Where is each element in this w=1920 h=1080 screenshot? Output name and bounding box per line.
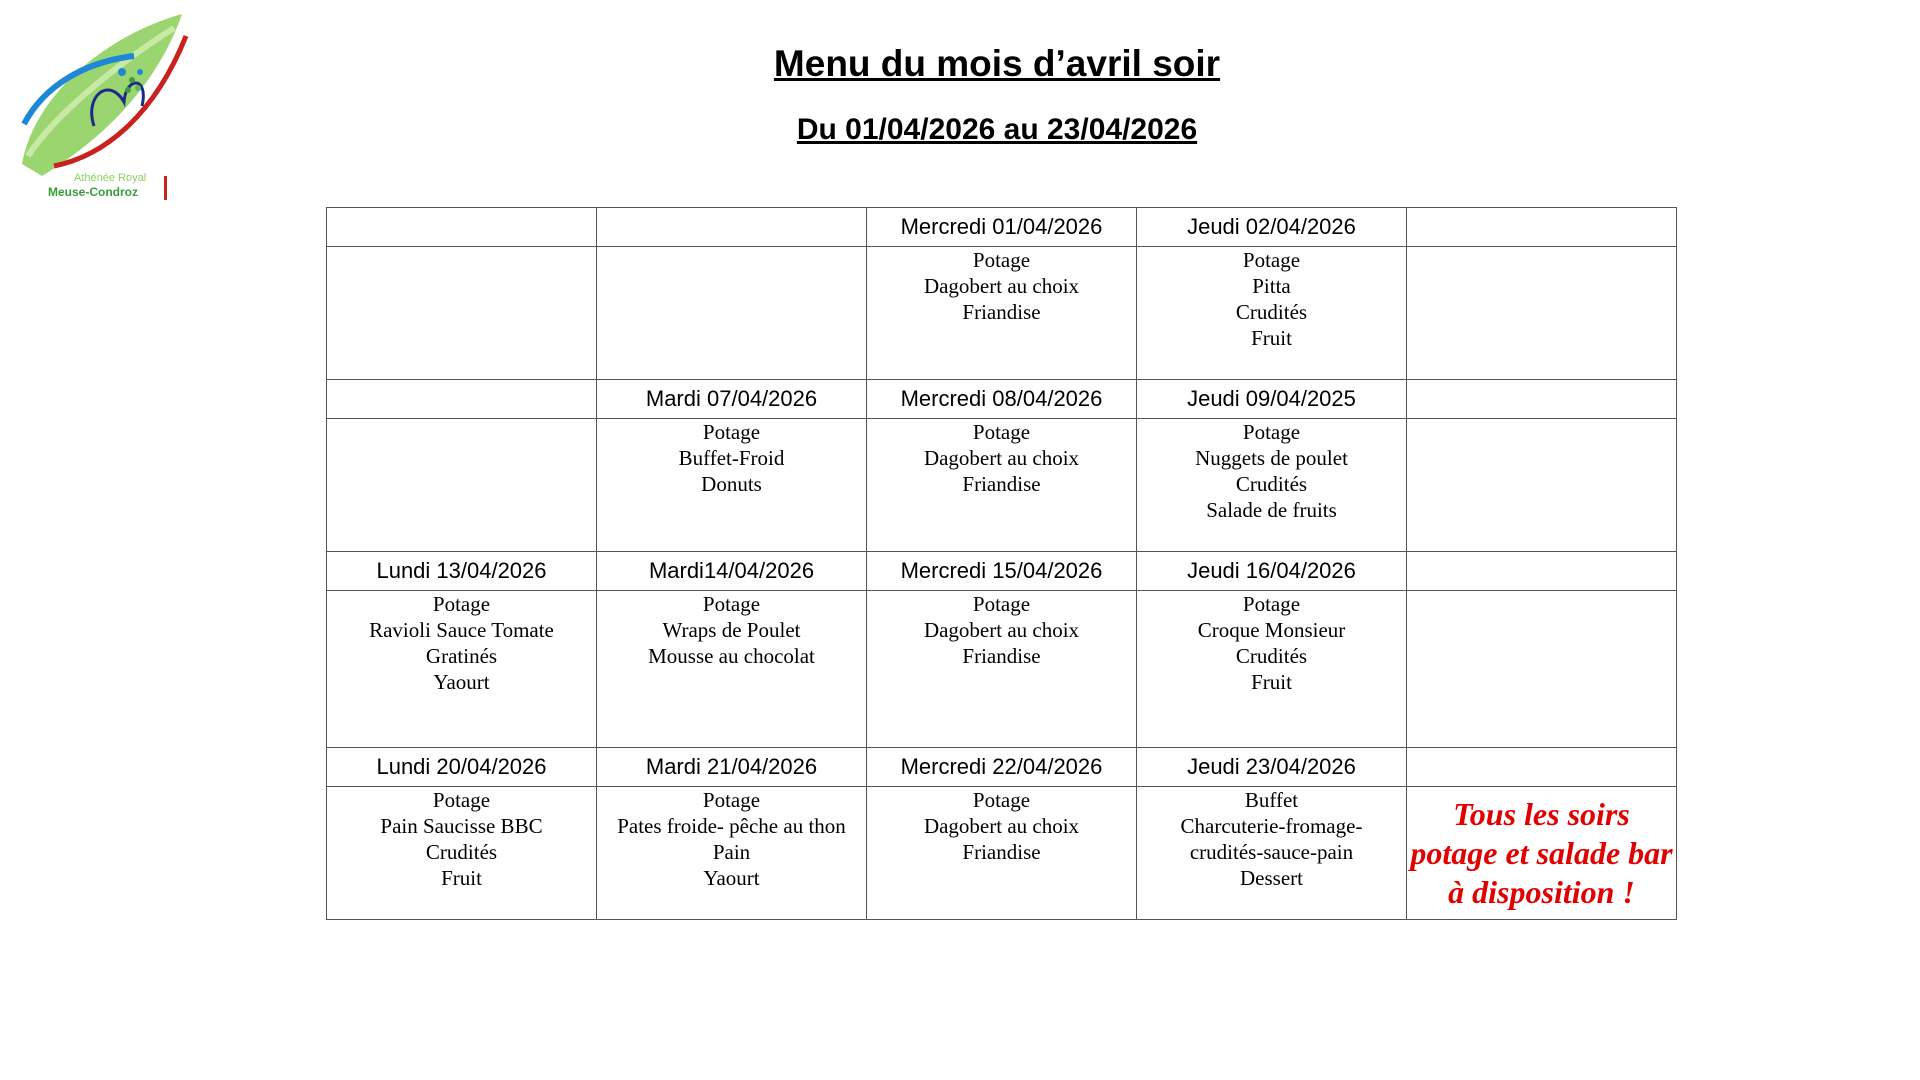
meal-item: Buffet	[1244, 788, 1299, 812]
week-2-meal-row	[327, 419, 1677, 552]
day-cell	[1407, 552, 1677, 591]
meal-cell	[327, 591, 597, 748]
meal-item: Potage	[432, 592, 491, 616]
meal-cell	[867, 787, 1137, 920]
meal-cell	[327, 787, 597, 920]
meal-item: Potage	[972, 248, 1031, 272]
meal-cell	[597, 787, 867, 920]
meal-item: Dagobert au choix	[923, 274, 1080, 298]
day-cell: Jeudi 23/04/2026	[1137, 748, 1407, 787]
week-1-meal-row	[327, 247, 1677, 380]
meal-cell	[1407, 591, 1677, 748]
meal-item: Pitta	[1252, 274, 1291, 298]
meal-item: Croque Monsieur	[1197, 618, 1346, 642]
meal-item: Potage	[1242, 592, 1301, 616]
day-cell	[597, 208, 867, 247]
meal-item: Donuts	[701, 472, 762, 496]
meal-item: Mousse au chocolat	[648, 644, 815, 668]
meal-item: Fruit	[441, 866, 482, 890]
meal-item: Friandise	[962, 300, 1041, 324]
meal-item: Ravioli Sauce Tomate	[369, 618, 554, 642]
meal-item: Dagobert au choix	[923, 446, 1080, 470]
meal-item: Wraps de Poulet	[662, 618, 801, 642]
day-cell: Jeudi 16/04/2026	[1137, 552, 1407, 591]
meal-item: Potage	[972, 592, 1031, 616]
meal-item: Nuggets de poulet	[1195, 446, 1348, 470]
meal-item: Dagobert au choix	[923, 618, 1080, 642]
day-cell: Mercredi 08/04/2026	[867, 380, 1137, 419]
week-1-day-row	[327, 208, 1677, 247]
meal-item: Potage	[1242, 420, 1301, 444]
day-cell	[1407, 380, 1677, 419]
meal-item: Salade de fruits	[1206, 498, 1337, 522]
day-cell: Mercredi 22/04/2026	[867, 748, 1137, 787]
meal-item: Dagobert au choix	[923, 814, 1080, 838]
meal-cell	[1137, 247, 1407, 380]
meal-cell	[597, 419, 867, 552]
meal-item: Pain	[712, 840, 751, 864]
meal-cell	[867, 247, 1137, 380]
meal-item: Potage	[972, 420, 1031, 444]
note-line: Tous les soirs	[1453, 795, 1630, 832]
meal-item: Dessert	[1240, 866, 1303, 890]
meal-item: Crudités	[1235, 472, 1308, 496]
meal-item: Fruit	[1251, 670, 1292, 694]
day-cell	[327, 208, 597, 247]
page-subtitle: Du 01/04/2026 au 23/04/2026	[796, 113, 1198, 146]
day-cell: Mardi 07/04/2026	[597, 380, 867, 419]
week-2-day-row	[327, 380, 1677, 419]
meal-item: Fruit	[1251, 326, 1292, 350]
day-cell	[1407, 748, 1677, 787]
meal-item: Buffet-Froid	[678, 446, 785, 470]
week-3-meal-row	[327, 591, 1677, 748]
meal-item: Yaourt	[433, 670, 490, 694]
meal-cell	[597, 247, 867, 380]
day-cell	[1407, 208, 1677, 247]
day-cell: Mercredi 01/04/2026	[867, 208, 1137, 247]
day-cell: Mercredi 15/04/2026	[867, 552, 1137, 591]
logo-brand-bottom: Meuse-Condroz	[48, 185, 138, 199]
page-title: Menu du mois d’avril soir	[773, 43, 1221, 84]
day-cell: Jeudi 02/04/2026	[1137, 208, 1407, 247]
day-cell: Jeudi 09/04/2025	[1137, 380, 1407, 419]
meal-item: Potage	[702, 420, 761, 444]
meal-item: Friandise	[962, 644, 1041, 668]
note-line: bar à	[1448, 834, 1673, 910]
week-4-day-row	[327, 748, 1677, 787]
meal-item: crudités-sauce-pain	[1189, 840, 1354, 864]
day-cell	[327, 380, 597, 419]
day-cell: Mardi 21/04/2026	[597, 748, 867, 787]
meal-item: Friandise	[962, 472, 1041, 496]
meal-item: Potage	[702, 592, 761, 616]
meal-item: Crudités	[1235, 300, 1308, 324]
meal-item: Charcuterie-fromage-	[1180, 814, 1363, 838]
meal-cell	[597, 591, 867, 748]
meal-item: Pates froide- pêche au thon	[617, 814, 846, 838]
note-line: potage et salade	[1410, 834, 1621, 871]
meal-cell	[1137, 419, 1407, 552]
meal-item: Potage	[432, 788, 491, 812]
meal-item: Crudités	[425, 840, 498, 864]
salad-bar-note	[1407, 787, 1677, 920]
meal-cell	[1137, 591, 1407, 748]
day-cell: Lundi 13/04/2026	[327, 552, 597, 591]
meal-cell	[867, 591, 1137, 748]
meal-item: Pain Saucisse BBC	[380, 814, 543, 838]
meal-item: Yaourt	[703, 866, 760, 890]
meal-item: Potage	[1242, 248, 1301, 272]
week-4-meal-row	[327, 787, 1677, 920]
day-cell: Mardi14/04/2026	[597, 552, 867, 591]
week-3-day-row	[327, 552, 1677, 591]
meal-cell	[327, 247, 597, 380]
meal-item: Friandise	[962, 840, 1041, 864]
menu-table	[326, 207, 1677, 920]
meal-item: Potage	[702, 788, 761, 812]
meal-item: Gratinés	[425, 644, 498, 668]
note-line: disposition !	[1472, 873, 1635, 910]
meal-item: Potage	[972, 788, 1031, 812]
meal-cell	[1407, 247, 1677, 380]
meal-cell	[1407, 419, 1677, 552]
meal-cell	[327, 419, 597, 552]
meal-cell	[867, 419, 1137, 552]
day-cell: Lundi 20/04/2026	[327, 748, 597, 787]
meal-cell	[1137, 787, 1407, 920]
meal-item: Crudités	[1235, 644, 1308, 668]
logo-brand-top: Athénée Royal	[74, 172, 147, 184]
